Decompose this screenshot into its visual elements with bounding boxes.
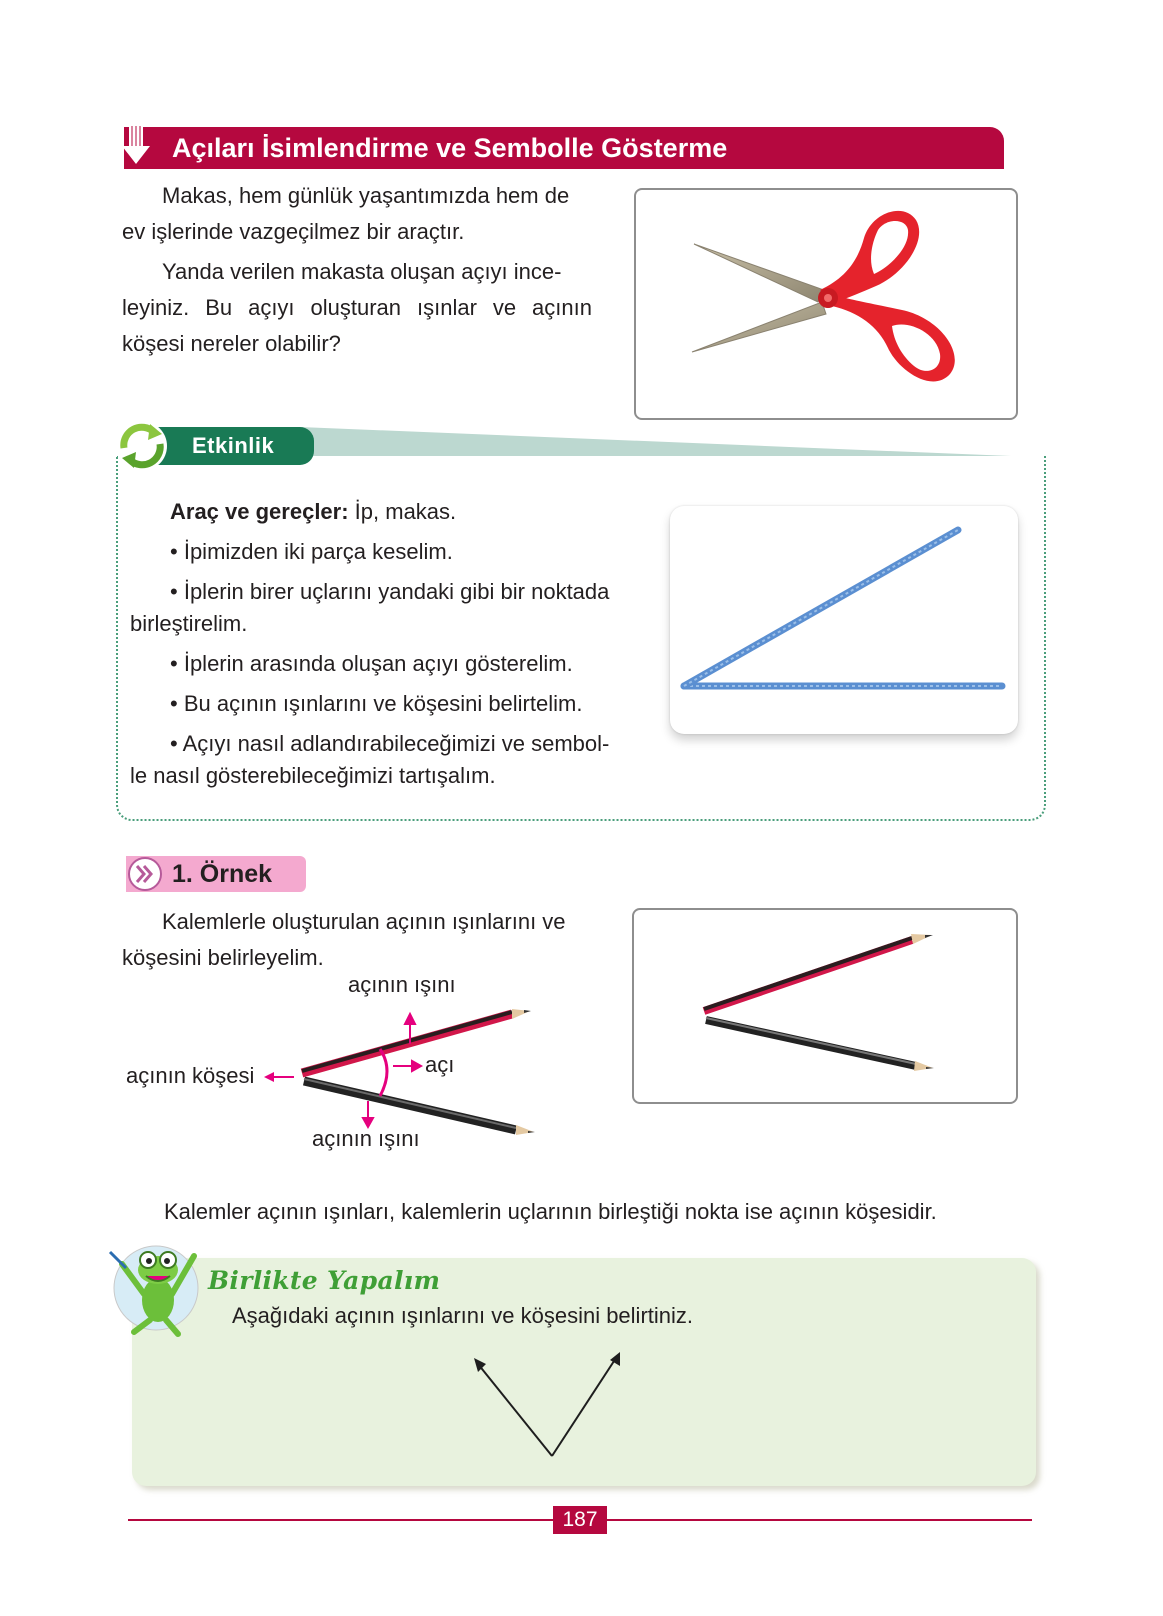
ornek-conclusion: Kalemler açının ışınları, kalemlerin uçlarının birleştiği nokta ise açının köşesidir. [164, 1199, 937, 1224]
step-2-cont: birleştirelim. [130, 611, 248, 636]
birlikte-yapalim-title: Birlikte Yapalım [208, 1266, 441, 1295]
step-4: • Bu açının ışınlarını ve köşesini belirtelim. [170, 691, 583, 716]
scissors-photo-frame [634, 188, 1018, 420]
frog-mascot-icon [104, 1234, 208, 1338]
etkinlik-content [130, 494, 658, 794]
label-angle: açı [425, 1052, 455, 1077]
step-1: • İpimizden iki parça keselim. [170, 539, 453, 564]
birlikte-instruction: Aşağıdaki açının ışınlarını ve köşesini belirtiniz. [232, 1303, 694, 1328]
step-3: • İplerin arasında oluşan açıyı gösterelim. [170, 651, 573, 676]
ornek-text: Kalemlerle oluşturulan açının ışınlarını ve köşesini belirleyelim. [122, 909, 566, 970]
vertex-arrow [262, 1070, 296, 1084]
label-ray-bottom: açının ışını [312, 1126, 420, 1151]
section-title: Açıları İsimlendirme ve Sembolle Gösterme [172, 133, 728, 163]
label-vertex: açının köşesi [126, 1063, 255, 1088]
scissors-icon [636, 190, 1016, 418]
double-chevron-icon [126, 855, 166, 893]
step-2: • İplerin birer uçlarını yandaki gibi bir noktada [170, 579, 610, 604]
down-arrow-icon [120, 124, 154, 168]
rope-angle-icon [670, 506, 1018, 734]
pencils-icon [634, 910, 1016, 1102]
intro-paragraph-1: Makas, hem günlük yaşantımızda hem de ev işlerinde vazgeçilmez bir araçtır. [122, 183, 570, 244]
step-5-cont: le nasıl gösterebileceğimizi tartışalım. [130, 763, 496, 788]
etkinlik-tab: Etkinlik [128, 427, 314, 465]
v-angle-diagram [470, 1350, 630, 1470]
materials-line: Araç ve gereçler: İp, makas. [170, 499, 457, 524]
pencil-photo-frame [632, 908, 1018, 1104]
label-ray-top: açının ışını [348, 972, 456, 997]
recycle-arrows-icon [114, 418, 170, 474]
page-number: 187 [553, 1506, 607, 1534]
intro-paragraph-2: Yanda verilen makasta oluşan açıyı ince- leyiniz. Bu açıyı oluşturan ışınlar ve açının köşesi nereler olabilir? [122, 259, 592, 356]
step-5: • Açıyı nasıl adlandırabileceğimizi ve sembol- [170, 731, 610, 756]
ornek-title: 1. Örnek [172, 860, 273, 888]
rope-photo-card [670, 506, 1018, 734]
